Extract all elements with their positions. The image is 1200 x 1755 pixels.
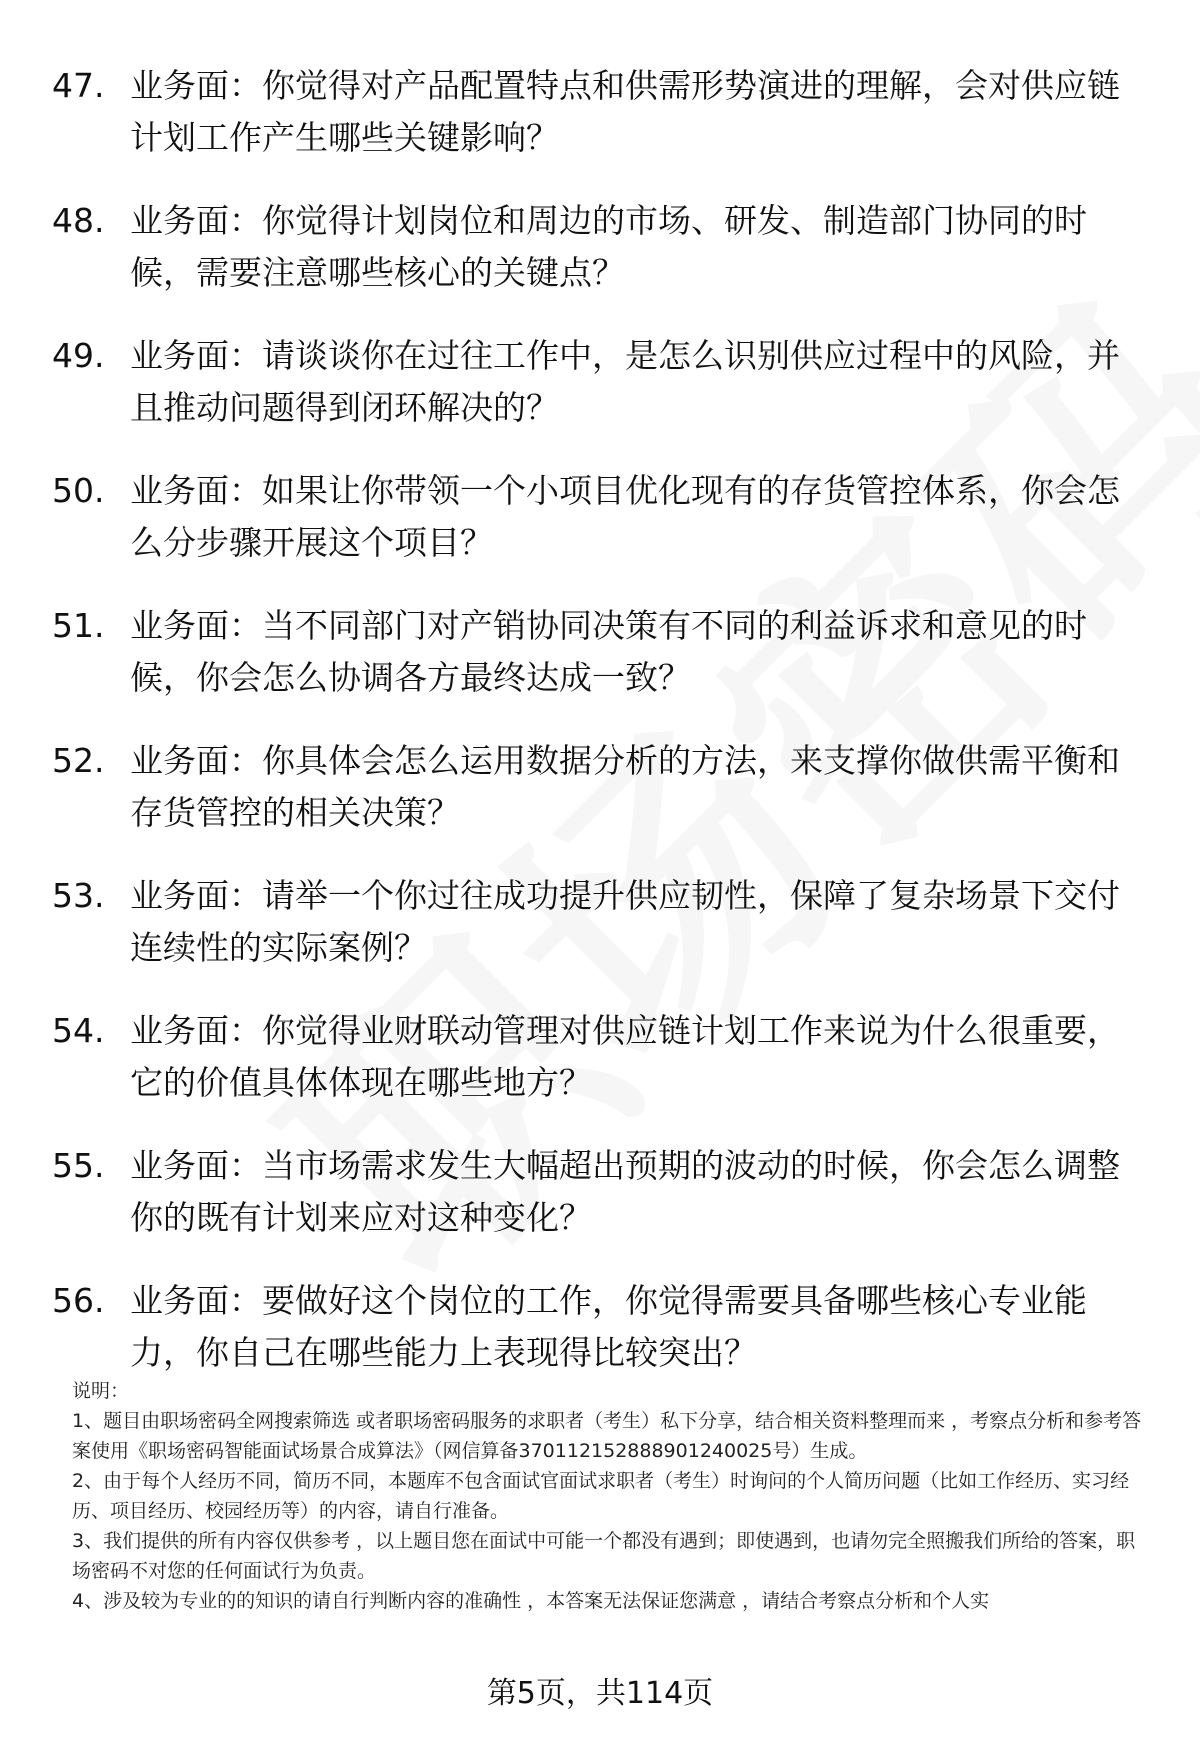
note-item: 3、我们提供的所有内容仅供参考 ，以上题目您在面试中可能一个都没有遇到；即使遇到，也请勿完全照搬我们所给的答案，职场密码不对您的任何面试行为负责。 bbox=[72, 1530, 1136, 1582]
question-list bbox=[52, 60, 1152, 1410]
question-number: 48. bbox=[52, 201, 105, 240]
question-item bbox=[52, 600, 1152, 704]
question-number: 53. bbox=[52, 876, 105, 915]
question-number: 55. bbox=[52, 1146, 105, 1185]
question-text: 业务面：要做好这个岗位的工作，你觉得需要具备哪些核心专业能力，你自己在哪些能力上表现得比较突出？ bbox=[130, 1281, 1087, 1372]
question-text: 业务面：当市场需求发生大幅超出预期的波动的时候，你会怎么调整你的既有计划来应对这种变化？ bbox=[130, 1146, 1120, 1237]
question-text: 业务面：请举一个你过往成功提升供应韧性，保障了复杂场景下交付连续性的实际案例？ bbox=[130, 876, 1120, 967]
question-number: 51. bbox=[52, 606, 105, 645]
page-number: 第5页，共114页 bbox=[486, 1676, 714, 1711]
question-number: 50. bbox=[52, 471, 105, 510]
note-item: 1、题目由职场密码全网搜索筛选 或者职场密码服务的求职者（考生）私下分享，结合相关资料整理而来 ，考察点分析和参考答案使用《职场密码智能面试场景合成算法》（网信算备370112152888901240025号）生成。 bbox=[72, 1410, 1142, 1462]
question-item bbox=[52, 465, 1152, 569]
question-item bbox=[52, 1005, 1152, 1109]
note-item: 2、由于每个人经历不同，简历不同，本题库不包含面试官面试求职者（考生）时询问的个人简历问题（比如工作经历、实习经历、项目经历、校园经历等）的内容，请自行准备。 bbox=[72, 1470, 1130, 1522]
question-text: 业务面：请谈谈你在过往工作中，是怎么识别供应过程中的风险，并且推动问题得到闭环解决的？ bbox=[130, 336, 1120, 427]
notes-section bbox=[72, 1376, 1152, 1616]
question-number: 54. bbox=[52, 1011, 105, 1050]
question-item bbox=[52, 1140, 1152, 1244]
question-item bbox=[52, 330, 1152, 434]
question-number: 56. bbox=[52, 1281, 105, 1320]
question-number: 49. bbox=[52, 336, 105, 375]
note-item: 4、涉及较为专业的的知识的请自行判断内容的准确性 ，本答案无法保证您满意 ，请结合考察点分析和个人实 bbox=[72, 1590, 990, 1612]
question-text: 业务面：当不同部门对产销协同决策有不同的利益诉求和意见的时候，你会怎么协调各方最终达成一致？ bbox=[130, 606, 1087, 697]
question-text: 业务面：你觉得对产品配置特点和供需形势演进的理解，会对供应链计划工作产生哪些关键影响？ bbox=[130, 66, 1120, 157]
question-item bbox=[52, 870, 1152, 974]
question-number: 47. bbox=[52, 66, 105, 105]
question-text: 业务面：如果让你带领一个小项目优化现有的存货管控体系，你会怎么分步骤开展这个项目？ bbox=[130, 471, 1120, 562]
question-number: 52. bbox=[52, 741, 105, 780]
question-item bbox=[52, 1275, 1152, 1379]
question-item bbox=[52, 195, 1152, 299]
question-item bbox=[52, 735, 1152, 839]
question-item bbox=[52, 60, 1152, 164]
question-text: 业务面：你觉得计划岗位和周边的市场、研发、制造部门协同的时候，需要注意哪些核心的关键点？ bbox=[130, 201, 1087, 292]
question-text: 业务面：你觉得业财联动管理对供应链计划工作来说为什么很重要，它的价值具体体现在哪些地方？ bbox=[130, 1011, 1120, 1102]
notes-heading: 说明： bbox=[72, 1380, 130, 1402]
question-text: 业务面：你具体会怎么运用数据分析的方法，来支撑你做供需平衡和存货管控的相关决策？ bbox=[130, 741, 1120, 832]
